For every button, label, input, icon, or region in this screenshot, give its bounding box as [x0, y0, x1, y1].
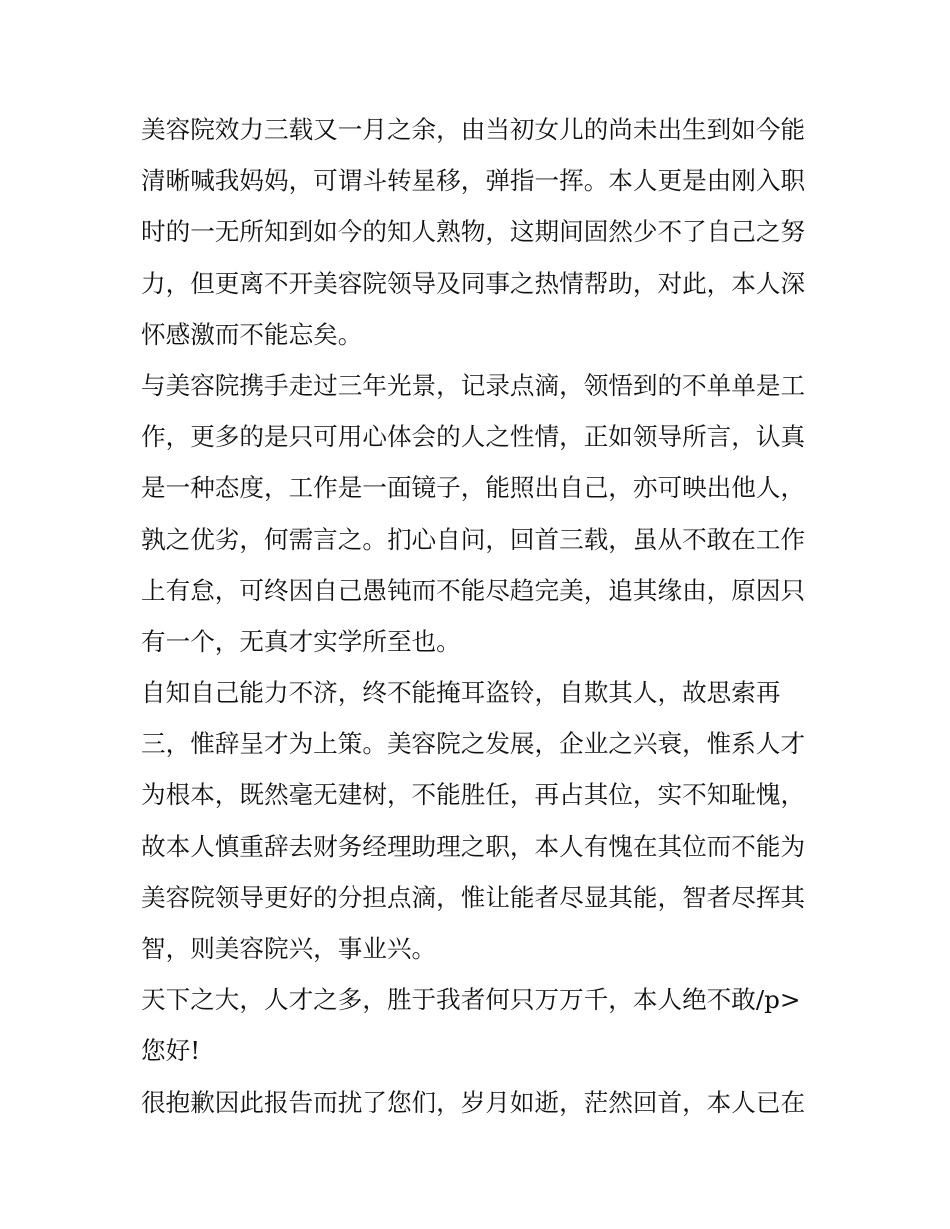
text-line: 上有怠，可终因自己愚钝而不能尽趋完美，追其缘由，原因只: [141, 575, 806, 605]
text-line: 智，则美容院兴，事业兴。: [141, 934, 437, 963]
text-line: 孰之优劣，何需言之。扪心自问，回首三载，虽从不敢在工作: [141, 524, 806, 554]
document-body: [141, 104, 821, 1128]
text-line: 时的一无所知到如今的知人熟物，这期间固然少不了自己之努: [141, 217, 806, 247]
text-line: 怀感激而不能忘矣。: [141, 319, 363, 349]
text-line: 美容院领导更好的分担点滴，惟让能者尽显其能，智者尽挥其: [141, 882, 806, 912]
text-line: 有一个，无真才实学所至也。: [141, 626, 461, 656]
text-line: 清晰喊我妈妈，可谓斗转星移，弹指一挥。本人更是由刚入职: [141, 166, 806, 196]
text-line: 天下之大，人才之多，胜于我者何只万万千，本人绝不敢/p>: [141, 985, 801, 1015]
text-line: 是一种态度，工作是一面镜子，能照出自己，亦可映出他人，: [141, 473, 806, 503]
text-line: 美容院效力三载又一月之余，由当初女儿的尚未出生到如今能: [141, 115, 806, 144]
text-line: 故本人慎重辞去财务经理助理之职，本人有愧在其位而不能为: [141, 831, 806, 861]
text-line: 与美容院携手走过三年光景，记录点滴，领悟到的不单单是工: [141, 370, 806, 400]
text-line: 三，惟辞呈才为上策。美容院之发展，企业之兴衰，惟系人才: [141, 729, 806, 759]
text-line: 您好!: [141, 1036, 201, 1066]
text-line: 自知自己能力不济，终不能掩耳盗铃，自欺其人，故思索再: [141, 678, 781, 708]
text-line: 力，但更离不开美容院领导及同事之热情帮助，对此，本人深: [141, 268, 806, 298]
text-line: 很抱歉因此报告而扰了您们，岁月如逝，茫然回首，本人已在: [141, 1087, 806, 1117]
text-line: 为根本，既然毫无建树，不能胜任，再占其位，实不知耻愧，: [141, 780, 806, 810]
text-line: 作，更多的是只可用心体会的人之性情，正如领导所言，认真: [141, 422, 806, 452]
